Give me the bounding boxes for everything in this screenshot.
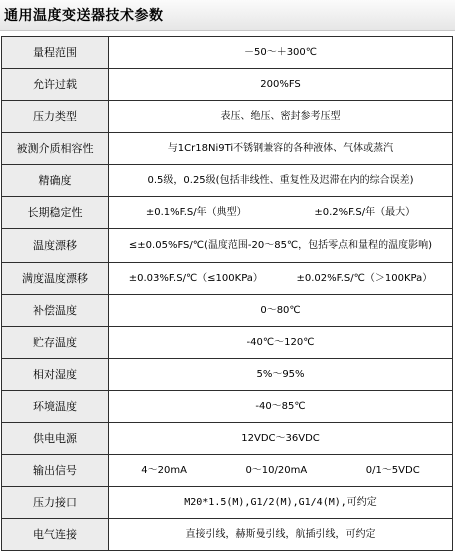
- row-label: 长期稳定性: [2, 197, 109, 229]
- row-value: 与1Cr18Ni9Ti不锈钢兼容的各种液体、气体或蒸汽: [109, 133, 453, 165]
- table-row: [2, 487, 453, 519]
- title-bar: [0, 0, 455, 31]
- table-row: [2, 197, 453, 229]
- row-label: 满度温度漂移: [2, 263, 109, 295]
- stability-typical: ±0.1%F.S/年（典型）: [145, 206, 247, 218]
- table-row: [2, 327, 453, 359]
- row-label: 贮存温度: [2, 327, 109, 359]
- table-row: [2, 37, 453, 69]
- row-value: －50～＋300℃: [109, 37, 453, 69]
- table-row: [2, 391, 453, 423]
- row-label: 压力类型: [2, 101, 109, 133]
- row-label: 补偿温度: [2, 295, 109, 327]
- row-value: 200%FS: [109, 69, 453, 101]
- row-value: [109, 455, 453, 487]
- row-value: -40～85℃: [109, 391, 453, 423]
- row-label: 允许过载: [2, 69, 109, 101]
- row-label: 温度漂移: [2, 229, 109, 263]
- table-row: [2, 455, 453, 487]
- table-row: [2, 295, 453, 327]
- row-value: 0～80℃: [109, 295, 453, 327]
- page-title: 通用温度变送器技术参数: [4, 8, 164, 24]
- row-label: 输出信号: [2, 455, 109, 487]
- spec-table: [1, 36, 453, 551]
- table-row: [2, 165, 453, 197]
- row-label: 量程范围: [2, 37, 109, 69]
- row-label: 环境温度: [2, 391, 109, 423]
- row-value: 5%～95%: [109, 359, 453, 391]
- row-value: M20*1.5(M),G1/2(M),G1/4(M),可约定: [109, 487, 453, 519]
- row-label: 电气连接: [2, 519, 109, 551]
- output-current-range: 0～10/20mA: [245, 464, 308, 476]
- table-row: [2, 229, 453, 263]
- row-label: 精确度: [2, 165, 109, 197]
- row-value: [109, 197, 453, 229]
- row-label: 供电电源: [2, 423, 109, 455]
- table-row: [2, 69, 453, 101]
- fs-drift-low: ±0.03%F.S/℃（≤100KPa）: [128, 272, 263, 284]
- table-row: [2, 263, 453, 295]
- table-row: [2, 101, 453, 133]
- row-value: -40℃～120℃: [109, 327, 453, 359]
- row-value: 12VDC～36VDC: [109, 423, 453, 455]
- output-current: 4～20mA: [141, 464, 187, 476]
- stability-max: ±0.2%F.S/年（最大）: [314, 206, 416, 218]
- row-value: 表压、绝压、密封参考压型: [109, 101, 453, 133]
- row-value: [109, 263, 453, 295]
- row-label: 压力接口: [2, 487, 109, 519]
- row-value: ≤±0.05%FS/℃(温度范围-20～85℃，包括零点和量程的温度影响): [109, 229, 453, 263]
- row-label: 相对湿度: [2, 359, 109, 391]
- row-label: 被测介质相容性: [2, 133, 109, 165]
- row-value: 0.5级，0.25级(包括非线性、重复性及迟滞在内的综合误差): [109, 165, 453, 197]
- table-row: [2, 519, 453, 551]
- table-row: [2, 423, 453, 455]
- table-row: [2, 359, 453, 391]
- table-row: [2, 133, 453, 165]
- output-voltage: 0/1～5VDC: [365, 464, 420, 476]
- row-value: 直接引线，赫斯曼引线，航插引线，可约定: [109, 519, 453, 551]
- fs-drift-high: ±0.02%F.S/℃（＞100KPa）: [296, 272, 433, 284]
